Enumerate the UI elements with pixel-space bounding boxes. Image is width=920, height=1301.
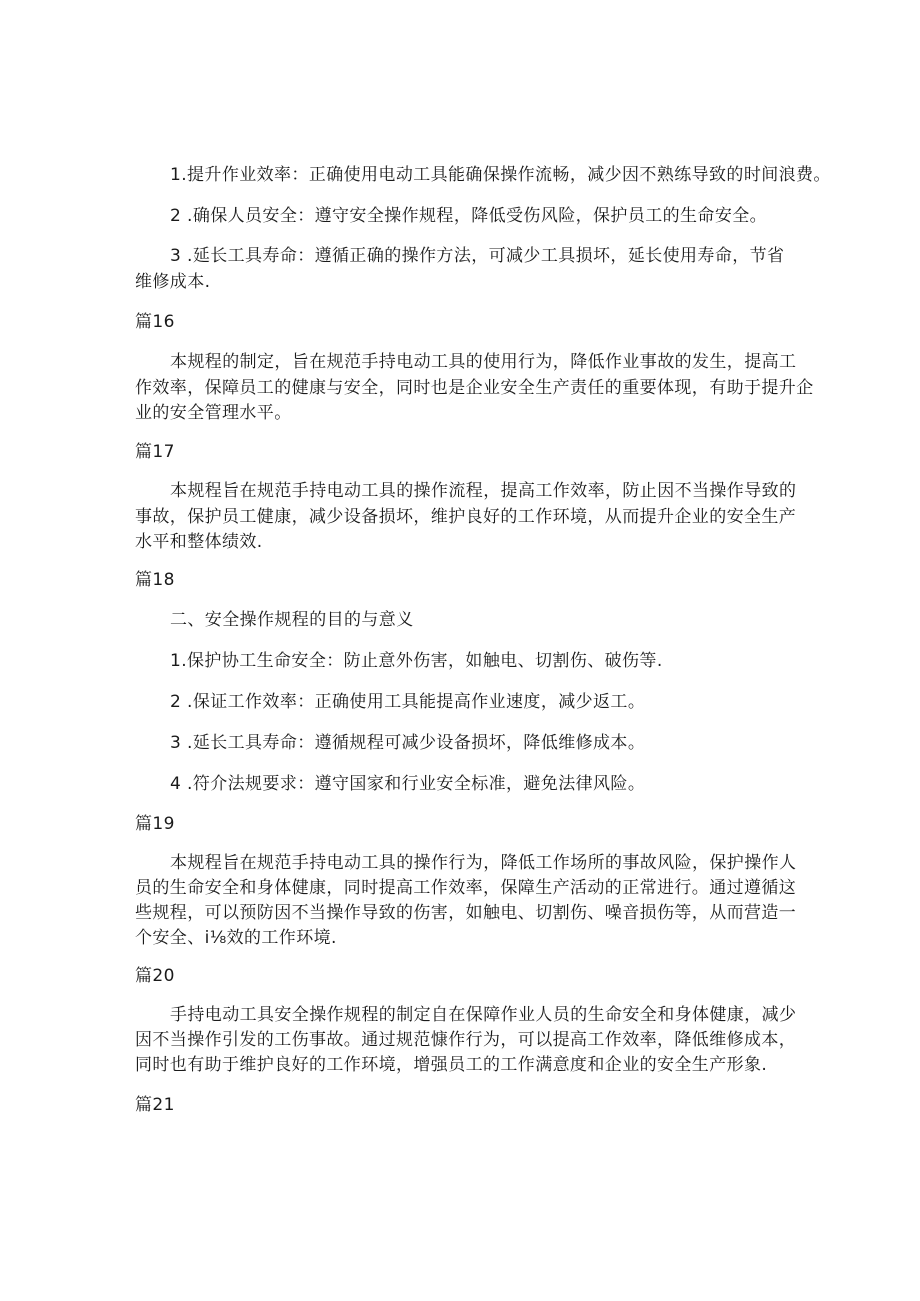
section-heading-20: 篇20 [135, 966, 175, 986]
paragraph-17-line-2: 事故，保护员工健康，减少设备损坏，维护良好的工作环境，从而提升企业的安全生产 [135, 507, 797, 527]
paragraph-20-line-2: 因不当操作引发的工伤事故。通过规范慷作行为，可以提高工作效率，降低维修成本， [135, 1030, 797, 1050]
paragraph-16-line-3: 业的安全管理水平。 [135, 403, 292, 423]
section-heading-17: 篇17 [135, 442, 175, 462]
purpose-item-1: 1.保护协工生命安全：防止意外伤害，如触电、切割伤、破伤等. [170, 651, 663, 671]
paragraph-19-line-3: 些规程，可以预防因不当操作导致的伤害，如触电、切割伤、噪音损伤等，从而营造一 [135, 903, 797, 923]
list-item-1: 1.提升作业效率：正确使用电动工具能确保操作流畅，减少因不熟练导致的时间浪费。 [170, 165, 831, 185]
paragraph-16-line-2: 作效率，保障员工的健康与安全，同时也是企业安全生产责任的重要体现，有助于提升企 [135, 378, 814, 398]
paragraph-19-line-2: 员的生命安全和身体健康，同时提高工作效率，保障生产活动的正常进行。通过遵循这 [135, 878, 797, 898]
paragraph-17-line-3: 水平和整体绩效. [135, 532, 263, 552]
section-heading-16: 篇16 [135, 312, 175, 332]
section-heading-18: 篇18 [135, 570, 175, 590]
purpose-item-4: 4 .符介法规要求：遵守国家和行业安全标准，避免法律风险。 [170, 774, 646, 794]
paragraph-20-line-1: 手持电动工具安全操作规程的制定自在保障作业人员的生命安全和身体健康，减少 [170, 1005, 797, 1025]
paragraph-17-line-1: 本规程旨在规范手持电动工具的操作流程，提高工作效率，防止因不当操作导致的 [170, 481, 797, 501]
section-heading-19: 篇19 [135, 814, 175, 834]
section-heading-21: 篇21 [135, 1095, 175, 1115]
paragraph-19-line-4: 个安全、i⅛效的工作环境. [135, 928, 337, 948]
purpose-item-2: 2 .保证工作效率：正确使用工具能提高作业速度，减少返工。 [170, 692, 646, 712]
list-item-3-continued: 维修成本. [135, 272, 211, 292]
list-item-2: 2 .确保人员安全：遵守安全操作规程，降低受伤风险，保护员工的生命安全。 [170, 206, 768, 226]
paragraph-16-line-1: 本规程的制定，旨在规范手持电动工具的使用行为，降低作业事故的发生，提高工 [170, 352, 797, 372]
paragraph-19-line-1: 本规程旨在规范手持电动工具的操作行为，降低工作场所的事故风险，保护操作人 [170, 853, 797, 873]
list-item-3: 3 .延长工具寿命：遵循正确的操作方法，可减少工具损坏，延长使用寿命，节省 [170, 246, 785, 266]
subsection-title: 二、安全操作规程的目的与意义 [170, 610, 414, 630]
paragraph-20-line-3: 同时也有助于维护良好的工作环境，增强员工的工作满意度和企业的安全生产形象. [135, 1055, 768, 1075]
purpose-item-3: 3 .延长工具寿命：遵循规程可减少设备损坏，降低维修成本。 [170, 733, 646, 753]
